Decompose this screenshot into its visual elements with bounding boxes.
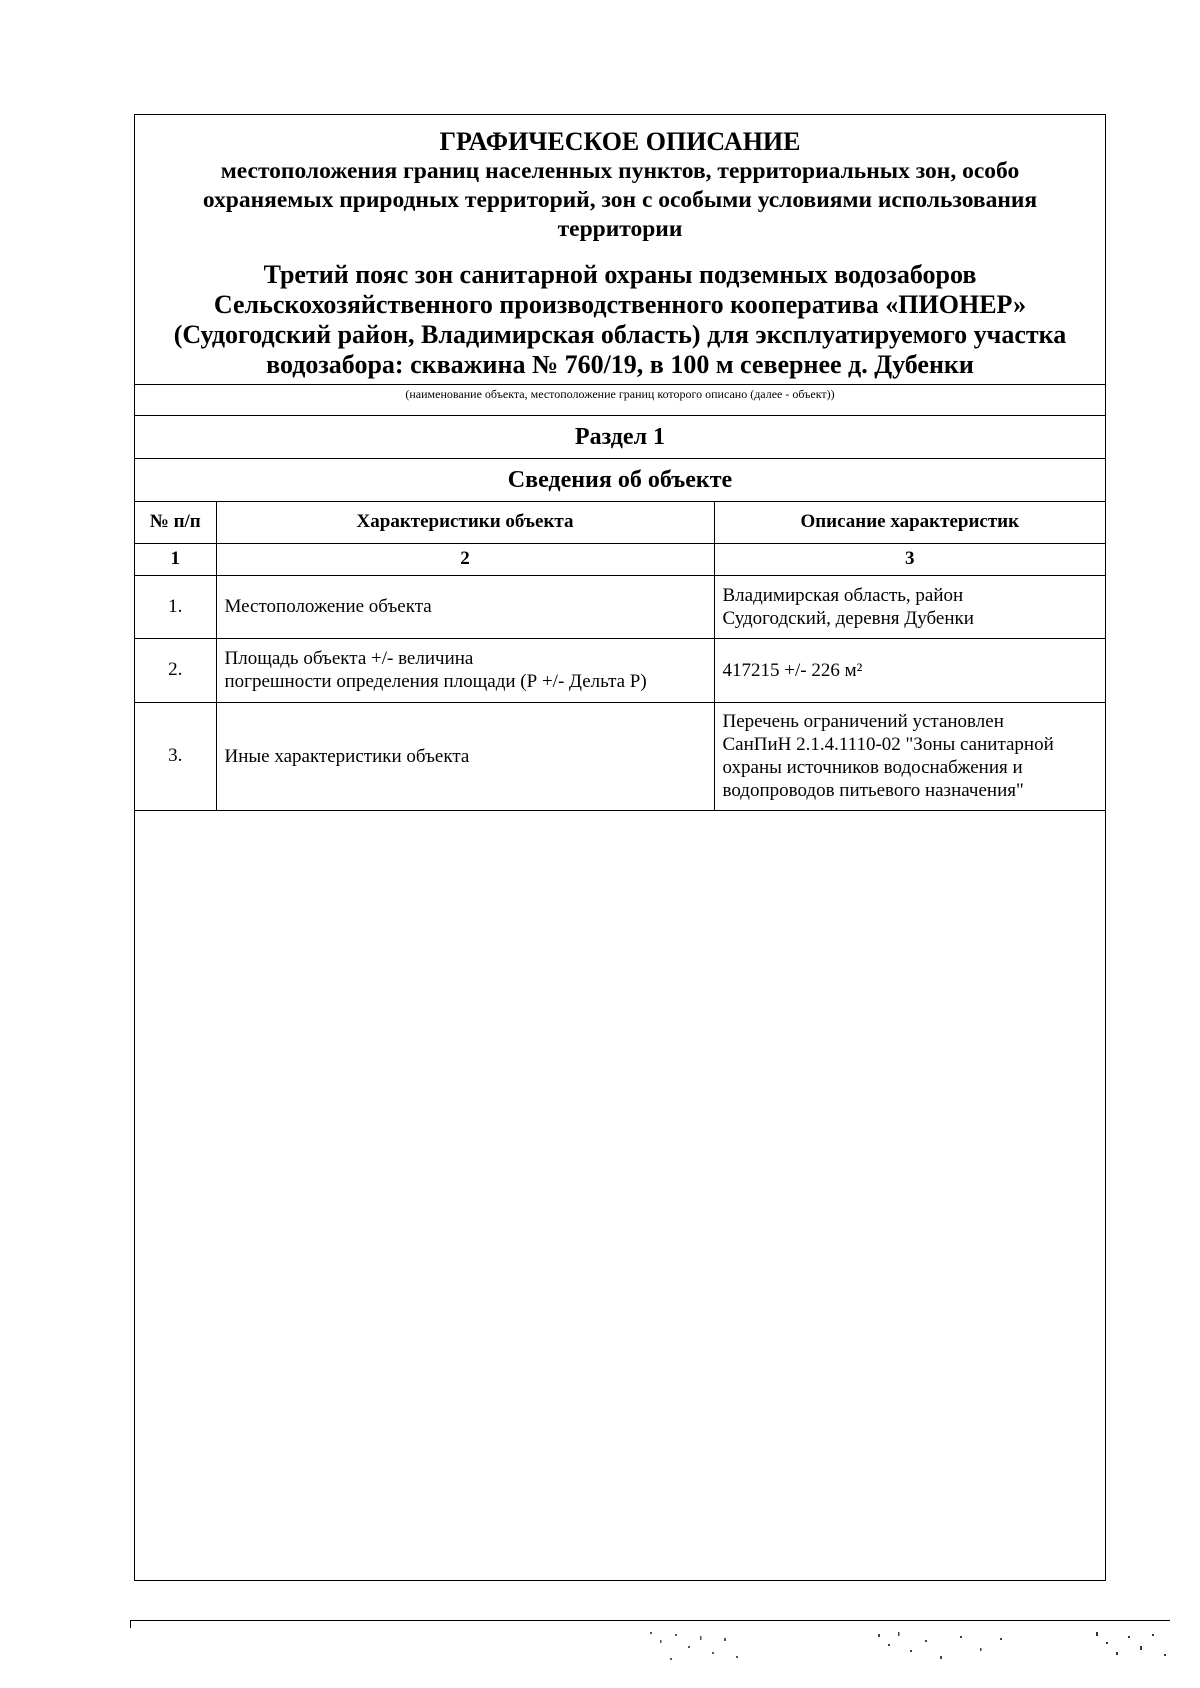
bottom-rule-tick bbox=[130, 1620, 131, 1628]
header-cell-description: Описание характеристик bbox=[714, 502, 1105, 543]
table-index-row bbox=[135, 543, 1105, 575]
description-line: 417215 +/- 226 м² bbox=[722, 659, 863, 681]
description-line: Судогодский, деревня Дубенки bbox=[722, 607, 974, 629]
row-number: 2. bbox=[135, 638, 216, 702]
row-description bbox=[714, 575, 1105, 638]
scan-noise bbox=[640, 1626, 760, 1670]
subtitle-line: территории bbox=[557, 216, 683, 242]
scan-noise bbox=[1090, 1626, 1180, 1670]
characteristic-line: Местоположение объекта bbox=[224, 596, 432, 617]
row-number: 1. bbox=[135, 575, 216, 638]
description-line: Перечень ограничений установлен bbox=[722, 711, 1004, 732]
table-header-row bbox=[135, 502, 1105, 543]
header-cell-characteristic: Характеристики объекта bbox=[216, 502, 714, 543]
object-name-line: Третий пояс зон санитарной охраны подземных водозаборов bbox=[263, 260, 977, 289]
description-line: водопроводов питьевого назначения" bbox=[722, 780, 1024, 801]
characteristic-line: Иные характеристики объекта bbox=[224, 745, 470, 767]
header-cell-number: № п/п bbox=[135, 502, 216, 543]
document-title: ГРАФИЧЕСКОЕ ОПИСАНИЕ bbox=[439, 127, 801, 156]
characteristic-line: Площадь объекта +/- величина bbox=[224, 648, 474, 669]
description-line: Владимирская область, район bbox=[722, 584, 964, 606]
characteristic-line: погрешности определения площади (Р +/- Дельта Р) bbox=[224, 671, 647, 692]
properties-table bbox=[135, 502, 1105, 811]
object-name bbox=[135, 260, 1105, 380]
index-cell: 2 bbox=[216, 543, 714, 575]
section-title: Раздел 1 bbox=[135, 416, 1105, 459]
row-characteristic bbox=[216, 638, 714, 702]
subtitle-line: охраняемых природных территорий, зон с особыми условиями использования bbox=[202, 187, 1038, 213]
info-title: Сведения об объекте bbox=[135, 459, 1105, 502]
bottom-rule bbox=[130, 1620, 1170, 1621]
object-caption: (наименование объекта, местоположение границ которого описано (далее - объект)) bbox=[135, 384, 1105, 416]
table-row bbox=[135, 702, 1105, 810]
description-line: СанПиН 2.1.4.1110-02 "Зоны санитарной bbox=[722, 734, 1054, 755]
index-cell: 3 bbox=[714, 543, 1105, 575]
document-frame bbox=[134, 114, 1106, 1581]
object-name-line: (Судогодский район, Владимирская область) для эксплуатируемого участка bbox=[173, 320, 1067, 349]
row-description bbox=[714, 638, 1105, 702]
row-number: 3. bbox=[135, 702, 216, 810]
scan-noise bbox=[870, 1626, 1030, 1670]
table-row bbox=[135, 575, 1105, 638]
object-name-line: Сельскохозяйственного производственного кооператива «ПИОНЕР» bbox=[213, 290, 1027, 319]
document-header bbox=[135, 115, 1105, 380]
index-cell: 1 bbox=[135, 543, 216, 575]
subtitle-line: местоположения границ населенных пунктов, территориальных зон, особо bbox=[220, 158, 1020, 184]
row-description bbox=[714, 702, 1105, 810]
description-line: охраны источников водоснабжения и bbox=[722, 757, 1023, 778]
row-characteristic bbox=[216, 575, 714, 638]
row-characteristic bbox=[216, 702, 714, 810]
document-subtitle bbox=[135, 157, 1105, 244]
object-name-line: водозабора: скважина № 760/19, в 100 м севернее д. Дубенки bbox=[266, 350, 974, 379]
table-row bbox=[135, 638, 1105, 702]
